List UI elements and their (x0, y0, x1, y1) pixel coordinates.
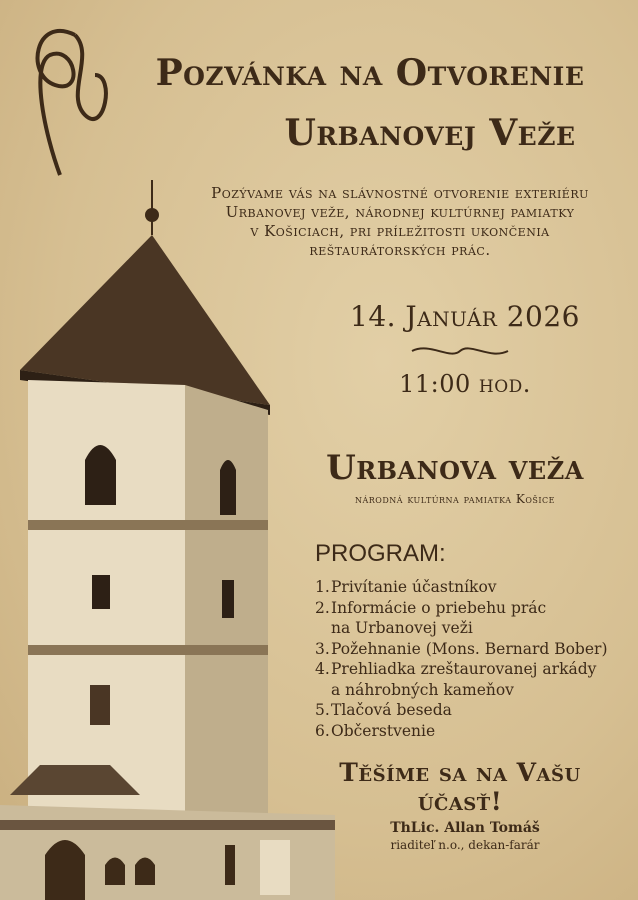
program-item (315, 577, 608, 598)
item-text: Prehliadka zreštaurovanej arkády (331, 660, 597, 678)
item-number: 2. (315, 598, 330, 617)
program-heading: PROGRAM: (315, 540, 446, 567)
flourish-ornament-icon (15, 15, 125, 190)
program-item (315, 700, 608, 721)
signature-role: riaditeľ n.o., dekan-farár (390, 838, 540, 852)
item-number: 6. (315, 721, 330, 740)
program-list (315, 577, 608, 741)
venue-subtitle: národná kultúrna pamiatka Košice (355, 492, 555, 506)
item-number: 1. (315, 578, 330, 596)
title-line-1: Pozvánka na Otvorenie (155, 52, 585, 94)
item-text: Tlačová beseda (331, 701, 452, 719)
program-item (315, 721, 608, 742)
intro-line: reštaurátorských prác. (309, 241, 491, 259)
item-text: a náhrobných kameňov (331, 680, 514, 699)
intro-line: v Košiciach, pri príležitosti ukončenia (250, 222, 550, 240)
intro-line: Urbanovej veže, národnej kultúrnej pamiatky (225, 203, 575, 221)
item-text: na Urbanovej veži (331, 619, 473, 637)
closing-message: Těšíme sa na Vašu účasť! (339, 758, 581, 816)
item-number: 5. (315, 701, 330, 719)
program-item (315, 659, 608, 700)
tower-illustration (0, 175, 335, 900)
divider-flourish-icon (410, 342, 510, 360)
program-item (315, 639, 608, 660)
invitation-text (180, 184, 620, 260)
item-text: Občerstvenie (331, 721, 436, 740)
program-item (315, 598, 608, 639)
item-text: Informácie o priebehu prác (331, 598, 547, 617)
intro-line: Pozývame vás na slávnostné otvorenie exteriéru (211, 184, 589, 202)
item-number: 4. (315, 660, 330, 678)
venue-name: Urbanova veža (326, 448, 584, 488)
item-text: Privítanie účastníkov (331, 578, 497, 596)
item-text: Požehnanie (Mons. Bernard Bober) (331, 639, 608, 658)
event-date: 14. Január 2026 (350, 300, 580, 333)
event-time: 11:00 hod. (399, 370, 531, 398)
title-line-2: Urbanovej Veže (284, 112, 576, 154)
signature-name: ThLic. Allan Tomáš (390, 820, 540, 836)
item-number: 3. (315, 639, 330, 658)
